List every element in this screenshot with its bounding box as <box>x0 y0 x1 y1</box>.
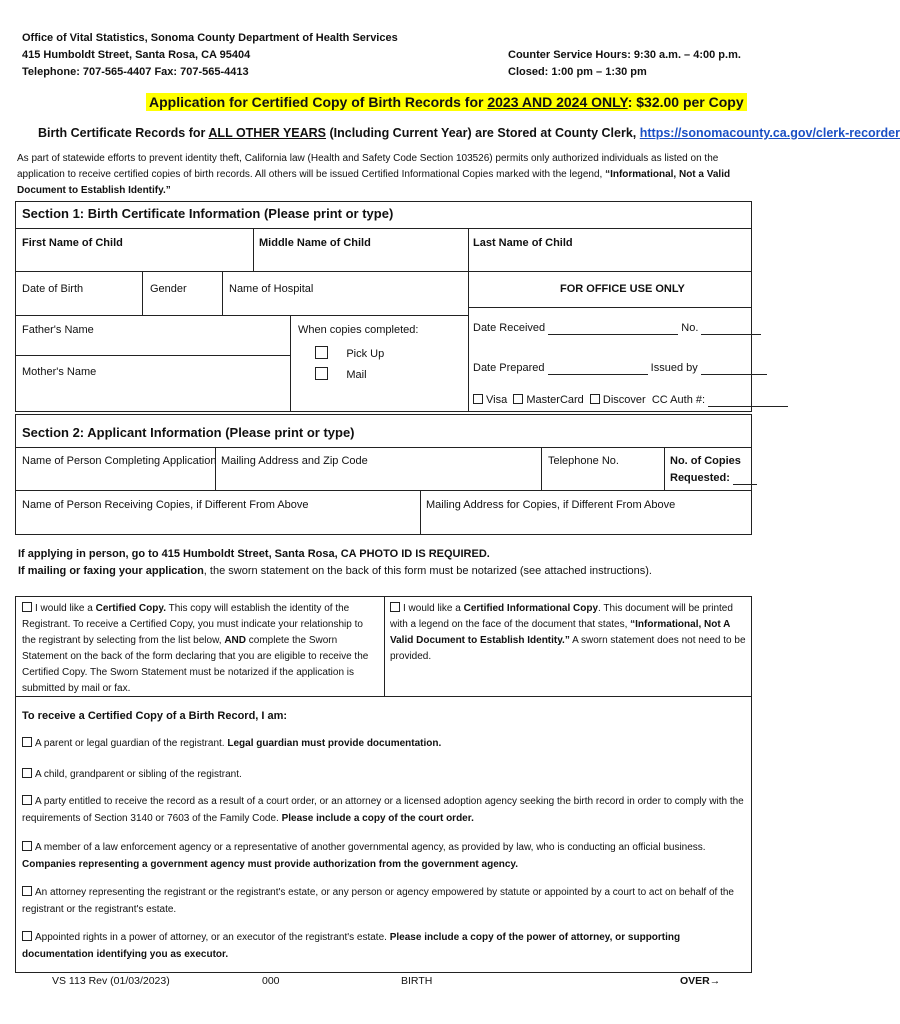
relationship-text: Appointed rights in a power of attorney, or an executor of the registrant's estate. <box>35 932 387 943</box>
form-revision: VS 113 Rev (01/03/2023) <box>52 975 170 987</box>
counter-hours: Counter Service Hours: 9:30 a.m. – 4:00 p.m. <box>508 49 741 61</box>
middle-name-label: Middle Name of Child <box>259 237 371 249</box>
pickup-checkbox[interactable] <box>315 346 328 359</box>
mastercard-checkbox[interactable] <box>513 394 523 404</box>
relationship-option[interactable] <box>22 884 746 918</box>
mail-instructions: If mailing or faxing your application, the sworn statement on the back of this form must be notarized (see attached instructions). <box>18 565 652 577</box>
relationship-checkbox[interactable] <box>22 886 32 896</box>
visa-checkbox[interactable] <box>473 394 483 404</box>
office-name: Office of Vital Statistics, Sonoma County Department of Health Services <box>22 32 398 44</box>
copies-requested-field[interactable]: Requested: <box>670 472 757 485</box>
mailing-address-label: Mailing Address and Zip Code <box>221 455 368 467</box>
relationship-text: An attorney representing the registrant or the registrant's estate, or any person or agency empowered by statute or appointed by a court to act on behalf of the registrant or the registrant's estate. <box>22 887 734 915</box>
record-type: BIRTH <box>401 975 433 987</box>
copies-label: No. of Copies <box>670 455 741 467</box>
section1-title: Section 1: Birth Certificate Information (Please print or type) <box>22 206 394 221</box>
first-name-label: First Name of Child <box>22 237 123 249</box>
section2-title: Section 2: Applicant Information (Please print or type) <box>22 425 355 440</box>
mail-option[interactable]: Mail <box>315 367 367 382</box>
last-name-label: Last Name of Child <box>473 237 573 249</box>
relationship-checkbox[interactable] <box>22 768 32 778</box>
certified-copy-checkbox[interactable] <box>22 602 32 612</box>
relationship-text: A parent or legal guardian of the registrant. <box>35 738 225 749</box>
in-person-instructions: If applying in person, go to 415 Humboldt Street, Santa Rosa, CA PHOTO ID IS REQUIRED. <box>18 548 490 560</box>
mother-label: Mother's Name <box>22 366 97 378</box>
relationship-text: A member of a law enforcement agency or a representative of another governmental agency, as provided by law, who is conducting an official business. <box>35 842 706 853</box>
certified-copy-option[interactable]: I would like a Certified Copy. This copy will establish the identity of the Registrant. To receive a Certified Copy, you must indicate your relationship to the registrant by selecting from the list below, AND complete the Sworn Statement on the back of the form declaring that you are eligible to receive the Certified Copy. The Sworn Statement must be notarized if the application is submitted by mail or fax. <box>22 603 369 694</box>
relationship-requirement: Legal guardian must provide documentation. <box>224 738 442 749</box>
relationship-checkbox[interactable] <box>22 795 32 805</box>
form-code: 000 <box>262 975 280 987</box>
relationship-option[interactable] <box>22 839 746 873</box>
relationship-requirement: Please include a copy of the court order. <box>278 813 474 824</box>
office-use-label: FOR OFFICE USE ONLY <box>560 283 685 295</box>
relationship-checkbox[interactable] <box>22 841 32 851</box>
relationship-option[interactable] <box>22 766 746 783</box>
relationship-option[interactable] <box>22 735 746 752</box>
discover-checkbox[interactable] <box>590 394 600 404</box>
mail-checkbox[interactable] <box>315 367 328 380</box>
relationship-checkbox[interactable] <box>22 737 32 747</box>
pickup-option[interactable]: Pick Up <box>315 346 384 361</box>
informational-copy-option[interactable]: I would like a Certified Informational Copy. This document will be printed with a legend on the face of the document that states, “Informational, Not A Valid Document to Establish Identity.” A sworn statement does not need to be provided. <box>390 603 746 662</box>
office-phone: Telephone: 707-565-4407 Fax: 707-565-4413 <box>22 66 249 78</box>
dob-label: Date of Birth <box>22 283 84 295</box>
mailing-copies-label: Mailing Address for Copies, if Different From Above <box>426 499 676 511</box>
hospital-label: Name of Hospital <box>229 283 314 295</box>
telephone-label: Telephone No. <box>548 455 619 467</box>
clerk-recorder-link[interactable]: https://sonomacounty.ca.gov/clerk-recorder <box>639 126 900 140</box>
intro-paragraph: As part of statewide efforts to prevent identity theft, California law (Health and Safety Code Section 103526) permits only authorized individuals as listed on the application to receive certified copies of birth records. All others will be issued Certified Informational Copies marked with the legend, “Informational, Not a Valid Document to Establish Identify.” <box>17 153 731 196</box>
relationship-text: A party entitled to receive the record as a result of a court order, or an attorney or a licensed adoption agency seeking the birth record in order to comply with the requirements of Section 3140 or 7603 of the Family Code. <box>22 796 744 824</box>
gender-label: Gender <box>150 283 187 295</box>
relationship-option[interactable] <box>22 793 746 827</box>
relationship-option[interactable] <box>22 929 746 963</box>
payment-options[interactable]: Visa MasterCard Discover CC Auth #: <box>473 394 788 407</box>
relationship-checkbox[interactable] <box>22 931 32 941</box>
father-label: Father's Name <box>22 324 94 336</box>
office-address: 415 Humboldt Street, Santa Rosa, CA 95404 <box>22 49 251 61</box>
relationship-requirement: Companies representing a government agency must provide authorization from the government agency. <box>22 859 519 870</box>
date-received-field[interactable]: Date Received No. <box>473 322 761 335</box>
person-receiving-label: Name of Person Receiving Copies, if Different From Above <box>22 499 309 511</box>
relationship-heading: To receive a Certified Copy of a Birth Record, I am: <box>22 710 288 722</box>
relationship-requirement: Please include a copy of the power of attorney, or supporting documentation identifying you as executor. <box>22 932 681 960</box>
date-prepared-field[interactable]: Date Prepared Issued by <box>473 362 767 375</box>
page-title: Application for Certified Copy of Birth Records for 2023 AND 2024 ONLY: $32.00 per Copy <box>146 93 747 111</box>
closed-hours: Closed: 1:00 pm – 1:30 pm <box>508 66 647 78</box>
person-completing-label: Name of Person Completing Application <box>22 455 217 467</box>
relationship-text: A child, grandparent or sibling of the registrant. <box>35 769 242 780</box>
informational-copy-checkbox[interactable] <box>390 602 400 612</box>
over-indicator[interactable]: OVER→ <box>680 975 721 987</box>
subtitle: Birth Certificate Records for ALL OTHER YEARS (Including Current Year) are Stored at County Clerk, https://sonomacounty.ca.gov/clerk-recorder <box>38 126 900 140</box>
when-completed-label: When copies completed: <box>298 324 419 336</box>
